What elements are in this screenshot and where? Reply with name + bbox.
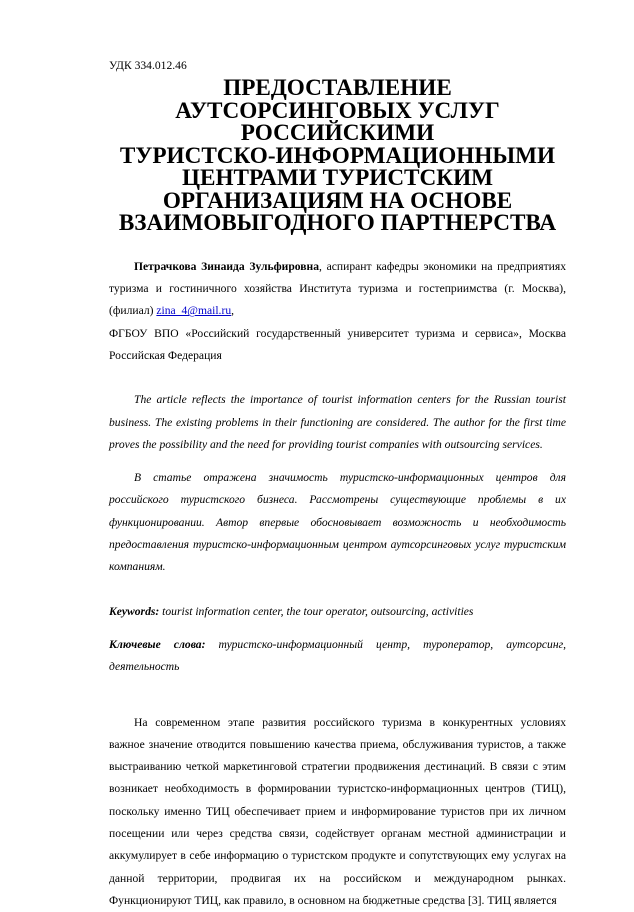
keywords-label: Keywords: — [109, 604, 160, 618]
keywords-russian — [109, 634, 566, 679]
author-name: Петрачкова Зинаида Зульфировна — [134, 259, 320, 273]
title-line: ПРЕДОСТАВЛЕНИЕ АУТСОРСИНГОВЫХ УСЛУГ РОССИЙСКИМИ — [175, 75, 500, 147]
body-paragraph: На современном этапе развития российского туризма в конкурентных условиях важное значение отводится повышению качества приема, обслуживания туристов, а также выстраиванию четкой маркетинговой стратегии продвижения дестинаций. В связи с этим возникает необходимость в формировании туристско-информационных центров (ТИЦ), поскольку именно ТИЦ обеспечивает прием и информирование туристов при их личном посещении или через средства связи, содействует органам местной администрации и аккумулирует в себе информацию о туристском продукте и сопутствующих ему услугах на данной территории, продвигая их на российском и международном рынках. Функционируют ТИЦ, как правило, в основном на бюджетные средства [3]. ТИЦ является — [109, 715, 566, 907]
keywords-list: туристско-информационный центр, туроператор, аутсорсинг, деятельность — [109, 637, 566, 674]
author-info — [109, 256, 566, 323]
udk-code: УДК 334.012.46 — [109, 59, 187, 72]
abstract-english: The article reflects the importance of tourist information centers for the Russian tourist business. The existing problems in their functioning are considered. The author for the first time proves the possibility and the need for providing tourist companies with outsourcing services. — [109, 393, 566, 451]
author-affiliation: ФГБОУ ВПО «Российский государственный университет туризма и сервиса», Москва Российская Федерация — [109, 326, 566, 362]
keywords-list: tourist information center, the tour operator, outsourcing, activities — [159, 604, 474, 618]
author-position: , аспирант кафедры экономики на предприятиях туризма и гостиничного хозяйства Института туризма и гостеприимства (г. Москва), (филиал) — [109, 259, 566, 318]
article-title — [109, 77, 566, 235]
abstract-russian: В статье отражена значимость туристско-информационных центров для российского туристского бизнеса. Рассмотрены существующие проблемы в их функционировании. Автор впервые обосновывает возможность и необходимость предоставления туристско-информационным центром аутсорсинговых услуг туристским компаниям. — [109, 471, 566, 574]
author-email-suffix: , — [231, 304, 235, 318]
keywords-label: Ключевые слова: — [109, 637, 206, 651]
author-email-link[interactable]: zina_4@mail.ru — [156, 304, 232, 318]
keywords-english — [109, 601, 566, 623]
title-line: ТУРИСТСКО-ИНФОРМАЦИОННЫМИ ЦЕНТРАМИ ТУРИСТСКИМ — [119, 142, 556, 192]
title-line: ОРГАНИЗАЦИЯМ НА ОСНОВЕ ВЗАИМОВЫГОДНОГО ПАРТНЕРСТВА — [118, 187, 557, 237]
